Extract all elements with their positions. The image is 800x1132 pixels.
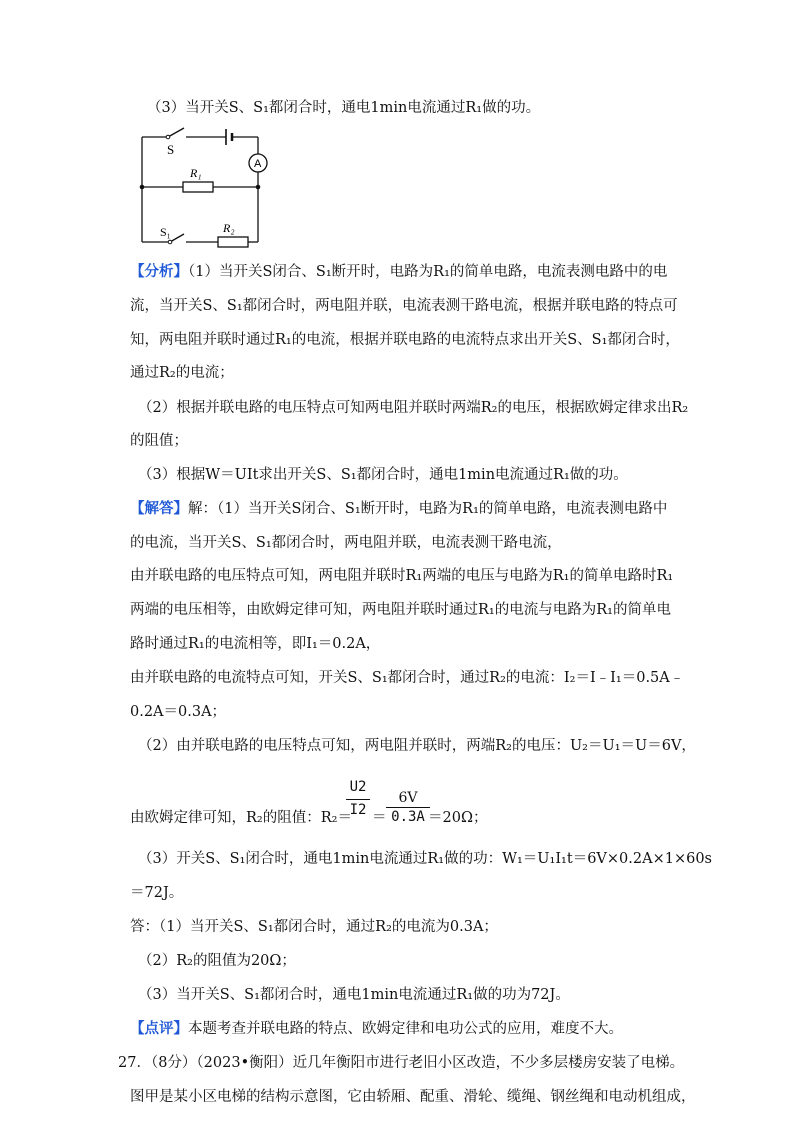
circuit-diagram [130,124,280,252]
solution-line-6: 由并联电路的电流特点可知，开关S、S₁都闭合时，通过R₂的电流：I₂＝I﹣I₁＝0.5A﹣ [130,670,685,686]
fraction-1-numerator: U2 [349,779,367,795]
solution-line-10: （3）开关S、S₁闭合时，通电1min电流通过R₁做的功：W₁＝U₁I₁t＝6V×0.2A×1×60s [138,851,712,867]
switch-s-label: S [167,142,175,157]
answer-line-3: （3）当开关S、S₁都闭合时，通电1min电流通过R₁做的功为72J。 [138,987,570,1003]
resistance-result: ＝20Ω； [428,810,488,826]
resistance-formula-prefix: 由欧姆定律可知，R₂的阻值：R₂＝ [130,810,352,826]
solution-line-3: 由并联电路的电压特点可知，两电阻并联时R₁两端的电压与电路为R₁的简单电路时R₁ [130,568,674,584]
question-27-line-1: 27．（8分）（2023•衡阳）近几年衡阳市进行老旧小区改造，不少多层楼房安装了电梯。 [118,1055,685,1071]
equals-sign: ＝ [372,810,387,826]
answer-line-1: 答：（1）当开关S、S₁都闭合时，通过R₂的电流为0.3A； [130,919,498,935]
analysis-line-6: 的阻值； [130,433,188,449]
solution-line-2: 的电流，当开关S、S₁都闭合时，两电阻并联，电流表测干路电流， [130,535,562,551]
fraction-1-denominator: I2 [349,802,367,818]
solution-line-4: 两端的电压相等，由欧姆定律可知，两电阻并联时通过R₁的电流与电路为R₁的简单电 [130,602,671,618]
solution-tag: 【解答】 [130,500,188,517]
comment-tag: 【点评】 [130,1020,188,1037]
solution-line-7: 0.2A＝0.3A； [130,704,227,720]
question-3-text: （3）当开关S、S₁都闭合时，通电1min电流通过R₁做的功。 [147,100,541,116]
solution-line-11: ＝72J。 [130,885,184,901]
comment-line: 【点评】本题考查并联电路的特点、欧姆定律和电功公式的应用，难度不大。 [130,1020,623,1037]
solution-line-8: （2）由并联电路的电压特点可知，两电阻并联时，两端R₂的电压：U₂＝U₁＝U＝6V， [138,738,696,754]
analysis-line-3: 知，两电阻并联时通过R₁的电流，根据并联电路的电流特点求出开关S、S₁都闭合时， [130,332,680,348]
solution-line-1: 【解答】解：（1）当开关S闭合、S₁断开时，电路为R₁的简单电路，电流表测电路中 [130,500,668,517]
fraction-1 [346,779,370,818]
fraction-2-denominator: 0.3A [391,809,425,825]
analysis-line-4: 通过R₂的电流； [130,365,234,381]
ammeter-label: A [254,158,262,170]
analysis-tag: 【分析】 [130,263,188,280]
analysis-line-1: 【分析】（1）当开关S闭合、S₁断开时，电路为R₁的简单电路，电流表测电路中的电 [130,263,668,280]
solution-line-5: 路时通过R₁的电流相等，即I₁＝0.2A， [130,636,381,652]
fraction-2 [386,790,430,825]
analysis-line-2: 流，当开关S、S₁都闭合时，两电阻并联，电流表测干路电流，根据并联电路的特点可 [130,298,678,314]
resistor-r1-label: R₁ [190,166,202,180]
resistor-r2-label: R₂ [223,221,235,235]
switch-s1-label: S₁ [160,225,171,239]
question-27-line-2: 图甲是某小区电梯的结构示意图，它由轿厢、配重、滑轮、缆绳、钢丝绳和电动机组成， [130,1089,696,1105]
analysis-line-7: （3）根据W＝UIt求出开关S、S₁都闭合时，通电1min电流通过R₁做的功。 [138,467,628,483]
analysis-line-5: （2）根据并联电路的电压特点可知两电阻并联时两端R₂的电压，根据欧姆定律求出R₂ [138,400,689,416]
answer-line-2: （2）R₂的阻值为20Ω； [138,953,296,969]
fraction-2-numerator: 6V [398,790,418,806]
